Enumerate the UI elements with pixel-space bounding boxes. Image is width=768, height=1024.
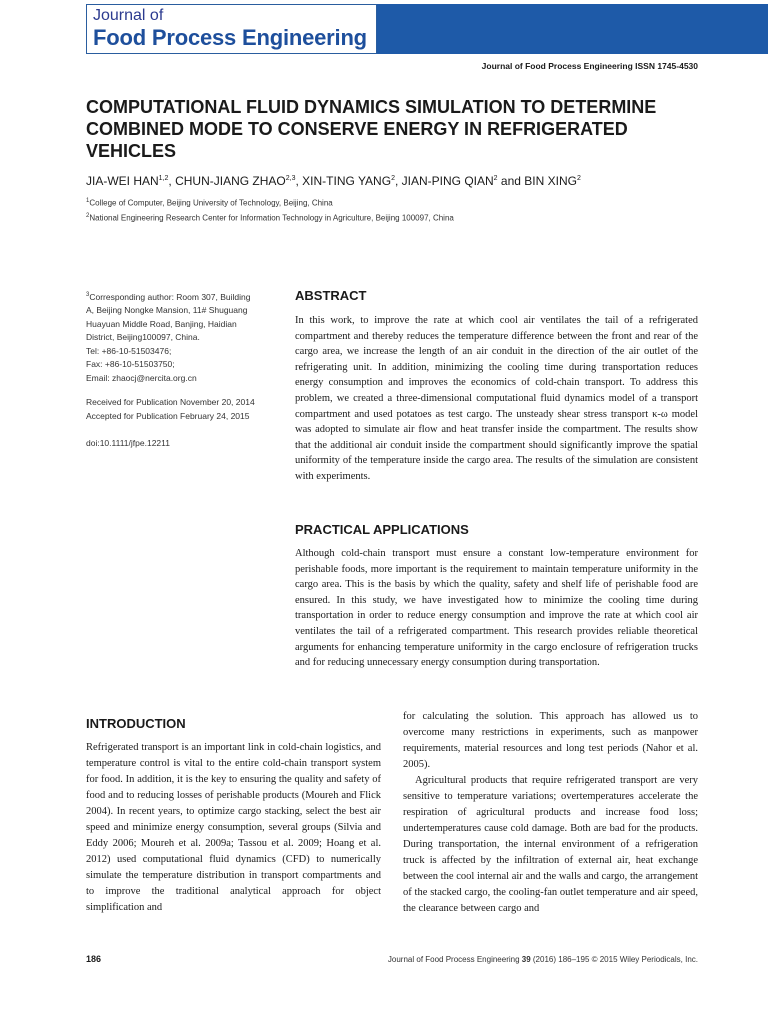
- footer-citation: Journal of Food Process Engineering 39 (2016) 186–195 © 2015 Wiley Periodicals, Inc.: [387, 955, 698, 964]
- introduction-column-1: Refrigerated transport is an important link in cold-chain logistics, and temperature control is vital to the entire cold-chain transport system for food. In addition, it is the key to ensuring the quality and safety of food and to reducing losses of perishable products (Moureh and Flick 2004). In recent years, to optimize cargo stacking, select the best air speed and minimize energy consumption, several groups (Silvia and Eddy 2006; Moureh et al. 2009a; Tassou et al. 2009; Hoang et al. 2012) used computational fluid dynamics (CFD) to numerically simulate the temperature distribution in transport compartments and to improve the traditional analytical approach for object simplification and: [86, 742, 381, 913]
- page-number: 186: [86, 954, 102, 964]
- author-name: CHUN-JIANG ZHAO: [175, 174, 286, 188]
- author-affiliation-sup: 1,2: [158, 175, 169, 182]
- practical-applications-heading: PRACTICAL APPLICATIONS: [295, 522, 469, 537]
- correspondence-line: Fax: +86-10-51503750;: [86, 359, 175, 370]
- author-name: JIAN-PING QIAN: [401, 174, 494, 188]
- correspondence-info: [86, 289, 276, 385]
- correspondence-line: $^3$Corresponding author: Room 307, Building: [86, 291, 251, 302]
- journal-issn: Journal of Food Process Engineering ISSN 1745-4530: [481, 61, 698, 71]
- correspondence-line: District, Beijing100097, China.: [86, 332, 200, 343]
- abstract-heading: ABSTRACT: [295, 288, 367, 303]
- author-affiliation-sup: 2,3: [285, 175, 296, 182]
- banner-color-bar: [377, 4, 768, 54]
- introduction-column-2-paragraph: Agricultural products that require refrigerated transport are very sensitive to temperature variations; overtemperatures accelerate the respiration of agricultural products and increase food loss; undertemperatures cause cold damage. Both are bad for the products. During transportation, the internal environment of a refrigeration truck is affected by the infiltration of external air, heat exchange between the cool internal air and the walls and cargo, the arrangement of the stacked cargo, the cooling-fan outlet temperature and air speed, the clearance between cargo and: [403, 775, 698, 914]
- author-list: JIA-WEI HAN$^{1,2}$, CHUN-JIANG ZHAO$^{2,3}$, XIN-TING YANG$^2$, JIAN-PING QIAN$^2$ and BIN XING$^2$: [86, 174, 581, 188]
- doi-link[interactable]: doi:10.1111/jfpe.12211: [86, 438, 170, 448]
- journal-name-line2: Food Process Engineering: [93, 25, 367, 50]
- introduction-column-2-continuation: for calculating the solution. This approach has allowed us to overcome many restrictions in experiments, such as manpower requirements, material resources and long test periods (Nahor et al. 2005).: [403, 711, 698, 770]
- introduction-heading: INTRODUCTION: [86, 716, 186, 731]
- author-name: BIN XING: [524, 174, 577, 188]
- publication-dates: [86, 396, 276, 423]
- author-affiliation-sup: 2: [576, 175, 581, 182]
- author-name: JIA-WEI HAN: [86, 174, 159, 188]
- correspondence-line: A, Beijing Nongke Mansion, 11# Shuguang: [86, 305, 248, 316]
- accepted-date: Accepted for Publication February 24, 2015: [86, 410, 250, 421]
- affiliation-1: $^1$College of Computer, Beijing University of Technology, Beijing, China: [86, 198, 333, 208]
- correspondence-line: Huayuan Middle Road, Banjing, Haidian: [86, 318, 237, 329]
- abstract-text: In this work, to improve the rate at which cool air ventilates the tail of a refrigerated compartment and thereby reduces the temperature difference between the front and rear of the cargo area, we increase the length of an air conduit in the direction of the air outlet of the refrigerating unit. In addition, minimizing the cooling time during transportation reduces energy consumption and improves the economics of cold-chain transport. To address this problem, we created a three-dimensional computational fluid dynamics model of a transport compartment and used potatoes as test cargo. The unsteady shear stress transport κ-ω model was adopted to simulate air flow and heat transfer inside the compartment. The results show that the additional air conduit inside the compartment should significantly improve the spatial uniformity of the temperature inside the cargo area. The results of the simulation are consistent with experiments.: [295, 315, 698, 482]
- correspondence-line: Tel: +86-10-51503476;: [86, 345, 172, 356]
- author-affiliation-sup: 2: [391, 175, 395, 182]
- journal-banner: [86, 4, 377, 54]
- correspondence-line[interactable]: Email: zhaocj@nercita.org.cn: [86, 372, 197, 383]
- author-affiliation-sup: 2: [493, 175, 498, 182]
- author-name: XIN-TING YANG: [302, 174, 392, 188]
- affiliation-2: $^2$National Engineering Research Center for Information Technology in Agriculture, Beijing 100097, China: [86, 213, 454, 223]
- received-date: Received for Publication November 20, 2014: [86, 397, 255, 407]
- journal-name-line1: Journal of: [93, 7, 164, 24]
- practical-applications-text: Although cold-chain transport must ensure a constant low-temperature environment for perishable foods, more important is the requirement to maintain temperature uniformity in the cargo area. This is the basis by which the quality, safety and shelf life of perishable food are ensured. In this study, we have investigated how to minimize the cooling time during transportation in order to reduce energy consumption and improve the rate at which cool air ventilates the tail of a refrigerated compartment. This research provides reliable theoretical arguments for enhancing temperature uniformity in the cargo enclosure of refrigeration trucks and for reducing unnecessary energy consumption during transportation.: [295, 548, 698, 669]
- article-title: COMPUTATIONAL FLUID DYNAMICS SIMULATION TO DETERMINE COMBINED MODE TO CONSERVE ENERGY IN REFRIGERATED VEHICLES: [86, 97, 657, 161]
